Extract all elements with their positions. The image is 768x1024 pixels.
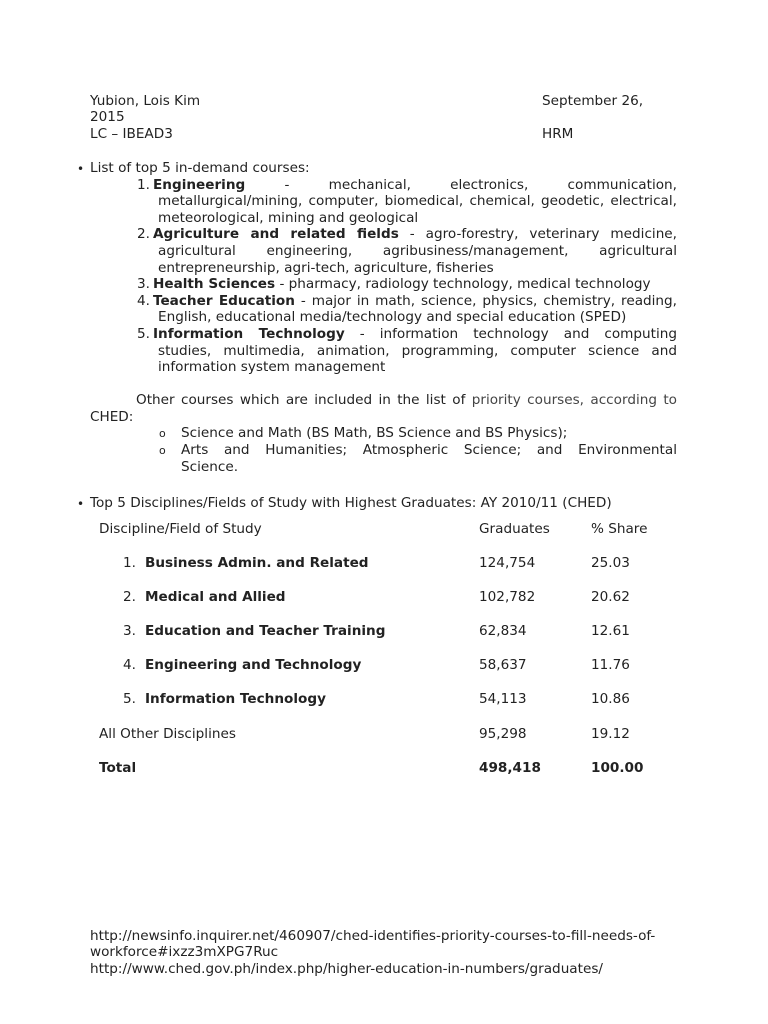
bullet-1: •	[77, 162, 85, 176]
row5-number: 5.	[123, 691, 136, 707]
source-link-1[interactable]: http://newsinfo.inquirer.net/460907/ched-identifies-priority-courses-to-fill-needs-of-	[90, 928, 656, 944]
other-item2-line1: Arts and Humanities; Atmospheric Science; and Environmental	[181, 442, 677, 458]
item3-line1	[153, 276, 651, 293]
row3-discipline: Education and Teacher Training	[145, 623, 386, 639]
col-header-share: % Share	[591, 521, 648, 537]
item4-name: Teacher Education	[153, 293, 295, 309]
item5-desc1: - information technology and computing	[344, 326, 678, 342]
item4-line2: English, educational media/technology and special education (SPED)	[158, 309, 627, 325]
other-disciplines-label: All Other Disciplines	[99, 726, 236, 742]
item5-line1	[153, 326, 677, 343]
row2-graduates: 102,782	[479, 589, 536, 605]
item1-desc1: - mechanical, electronics, communication,	[245, 177, 677, 193]
other-courses-text-a: Other courses which are included in the list of	[136, 392, 466, 408]
item2-line3: entrepreneurship, agri-tech, agriculture, fisheries	[158, 260, 494, 276]
list1-title: List of top 5 in-demand courses:	[90, 160, 310, 176]
other-disciplines-graduates: 95,298	[479, 726, 527, 742]
row3-graduates: 62,834	[479, 623, 527, 639]
row5-discipline: Information Technology	[145, 691, 326, 707]
item4-line1	[153, 293, 677, 310]
circle-bullet-2: o	[159, 444, 166, 457]
item2-line1	[153, 226, 677, 243]
source-link-1-cont[interactable]: workforce#ixzz3mXPG7Ruc	[90, 944, 279, 960]
item5-line3: information system management	[158, 359, 386, 375]
item1-line2: metallurgical/mining, computer, biomedical, chemical, geodetic, electrical,	[158, 193, 677, 209]
row4-discipline: Engineering and Technology	[145, 657, 362, 673]
total-label: Total	[99, 760, 137, 776]
row3-number: 3.	[123, 623, 136, 639]
item2-name: Agriculture and related fields	[153, 226, 399, 242]
col-header-discipline: Discipline/Field of Study	[99, 521, 262, 537]
author-name: Yubion, Lois Kim	[90, 93, 201, 109]
other-item1: Science and Math (BS Math, BS Science and BS Physics);	[181, 425, 568, 441]
item2-line2: agricultural engineering, agribusiness/management, agricultural	[158, 243, 677, 259]
bullet-2: •	[77, 497, 85, 511]
total-graduates: 498,418	[479, 760, 541, 776]
item4-number: 4.	[137, 293, 150, 309]
row1-number: 1.	[123, 555, 136, 571]
other-item2-line2: Science.	[181, 459, 239, 475]
item3-desc1: - pharmacy, radiology technology, medical technology	[275, 276, 651, 292]
section-label: LC – IBEAD3	[90, 126, 173, 142]
other-courses-line1	[136, 392, 677, 409]
item5-line2: studies, multimedia, animation, programming, computer science and	[158, 343, 677, 359]
item5-number: 5.	[137, 326, 150, 342]
other-courses-line2: CHED:	[90, 409, 134, 425]
source-link-2[interactable]: http://www.ched.gov.ph/index.php/higher-education-in-numbers/graduates/	[90, 961, 603, 977]
item2-desc1: - agro-forestry, veterinary medicine,	[398, 226, 677, 242]
col-header-graduates: Graduates	[479, 521, 550, 537]
other-courses-text-b: priority courses, according to	[471, 392, 677, 408]
row1-graduates: 124,754	[479, 555, 536, 571]
row2-number: 2.	[123, 589, 136, 605]
item3-name: Health Sciences	[153, 276, 276, 292]
item5-name: Information Technology	[153, 326, 345, 342]
program-label: HRM	[542, 126, 574, 142]
row5-graduates: 54,113	[479, 691, 527, 707]
item1-line1	[153, 177, 677, 194]
row2-discipline: Medical and Allied	[145, 589, 286, 605]
row2-share: 20.62	[591, 589, 630, 605]
other-disciplines-share: 19.12	[591, 726, 630, 742]
date-line-2: 2015	[90, 109, 125, 125]
row5-share: 10.86	[591, 691, 630, 707]
row4-share: 11.76	[591, 657, 630, 673]
row1-share: 25.03	[591, 555, 630, 571]
item1-line3: meteorological, mining and geological	[158, 210, 419, 226]
row4-number: 4.	[123, 657, 136, 673]
row1-discipline: Business Admin. and Related	[145, 555, 369, 571]
date-line-1: September 26,	[542, 93, 644, 109]
total-share: 100.00	[591, 760, 644, 776]
row4-graduates: 58,637	[479, 657, 527, 673]
item1-number: 1.	[137, 177, 150, 193]
row3-share: 12.61	[591, 623, 630, 639]
list2-title: Top 5 Disciplines/Fields of Study with Highest Graduates: AY 2010/11 (CHED)	[90, 495, 612, 511]
item1-name: Engineering	[153, 177, 246, 193]
item2-number: 2.	[137, 226, 150, 242]
item3-number: 3.	[137, 276, 150, 292]
circle-bullet-1: o	[159, 427, 166, 440]
item4-desc1: - major in math, science, physics, chemistry, reading,	[294, 293, 677, 309]
